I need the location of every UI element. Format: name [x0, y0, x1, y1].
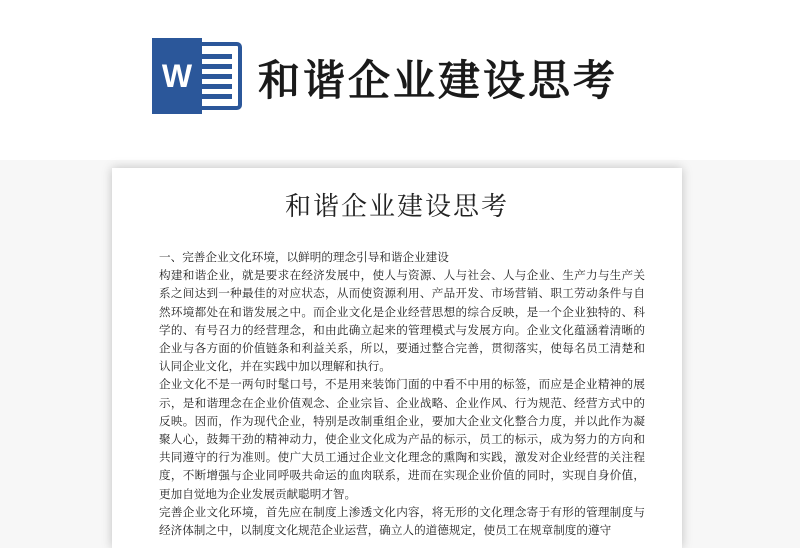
banner-title: 和谐企业建设思考: [258, 56, 619, 105]
paragraph: 完善企业文化环境，首先应在制度上渗透文化内容，将无形的文化理念寄于有形的管理制度与经济体制之中，以制度文化规范企业运营，确立人的道德规定，使员工在规章制度的遵守: [159, 504, 645, 538]
paragraph: 构建和谐企业，就是要求在经济发展中，使人与资源、人与社会、人与企业、生产力与生产关系之间达到一种最佳的对应状态，从而使资源利用、产品开发、市场营销、职工劳动条件与自然环境都处在和谐发展之中。而企业文化是企业经营思想的综合反映，是一个企业独特的、科学的、有号召力的经营理念，和由此确立起来的管理模式与发展方向。企业文化蕴涵着清晰的企业与各方面的价值链条和利益关系，所以，要通过整合完善，贯彻落实，使每名员工清楚和认同企业文化，并在实践中加以理解和执行。: [159, 268, 645, 374]
banner-header: [0, 0, 800, 160]
word-app-icon: [152, 38, 242, 114]
document-title: 和谐企业建设思考: [284, 192, 509, 222]
svg-text:W: W: [161, 58, 193, 94]
document-page: [112, 168, 682, 548]
section-heading: 一、完善企业文化环境，以鲜明的理念引导和谐企业建设: [159, 250, 449, 264]
paragraph: 企业文化不是一两句时髦口号，不是用来装饰门面的中看不中用的标签，而应是企业精神的展示，是和谐理念在企业价值观念、企业宗旨、企业战略、企业作风、行为规范、经营方式中的反映。因而，作为现代企业，特别是改制重组企业，要加大企业文化整合力度，并以此作为凝聚人心，鼓舞干劲的精神动力，使企业文化成为产品的标示，员工的标示，成为努力的方向和共同遵守的行为准则。使广大员工通过企业文化理念的熏陶和实践，激发对企业经营的关注程度，不断增强与企业同呼吸共命运的血肉联系，进而在实现企业价值的同时，实现自身价值，更加自觉地为企业发展贡献聪明才智。: [159, 377, 645, 501]
document-body: [159, 248, 645, 539]
